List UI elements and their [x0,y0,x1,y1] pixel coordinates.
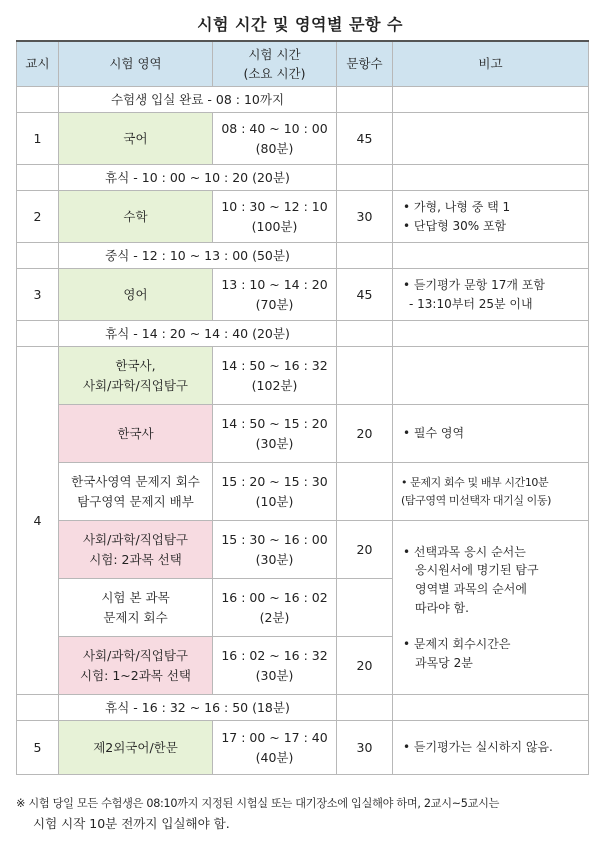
remark-line: • 듣기평가 문항 17개 포함 [403,277,545,292]
remark-cell [393,347,589,405]
remark-cell [393,721,589,775]
schedule-table [16,40,589,775]
period-number: 4 [17,347,59,695]
entry-row [17,87,589,113]
time-cell [213,579,337,637]
area-line: 사회/과학/직업탐구 [82,532,189,548]
count-cell: 30 [337,721,393,775]
count-cell: 20 [337,405,393,463]
area-cell: 수학 [59,191,213,243]
remark-line: 따라야 함. [415,600,469,615]
period-5-row [17,721,589,775]
break-row [17,695,589,721]
area-line: 시험: 2과목 선택 [89,551,182,567]
time-range: 15 : 30 ~ 16 : 00 [221,532,328,548]
time-range: 16 : 02 ~ 16 : 32 [221,648,328,664]
time-cell [213,191,337,243]
duration: (70분) [255,296,294,312]
time-range: 08 : 40 ~ 10 : 00 [221,121,328,137]
entry-text: 수험생 입실 완료 - 08 : 10까지 [59,87,337,113]
period-number: 5 [17,721,59,775]
time-range: 10 : 30 ~ 12 : 10 [221,199,328,215]
count-cell: 20 [337,521,393,579]
lunch-text: 중식 - 12 : 10 ~ 13 : 00 (50분) [59,243,337,269]
lunch-row [17,243,589,269]
page-title: 시험 시간 및 영역별 문항 수 [197,15,403,34]
break-row [17,165,589,191]
remark-cell [393,113,589,165]
time-cell [213,463,337,521]
footnote-line-1: ※ 시험 당일 모든 수험생은 08:10까지 지정된 시험실 또는 대기장소에 입실해야 하며, 2교시~5교시는 [16,797,500,810]
duration: (30분) [255,435,294,451]
remark-line: 응시원서에 명기된 탐구 [415,563,539,578]
period-4-row-1 [17,347,589,405]
remark-line: 과목당 2분 [415,655,473,670]
duration: (80분) [255,140,294,156]
area-line: 한국사, [115,358,156,374]
remark-line: - 13:10부터 25분 이내 [409,296,533,311]
remark-line: • 문제지 회수시간은 [403,637,511,652]
count-cell: 20 [337,637,393,695]
remark-cell [393,521,589,695]
remark-line: • 단답형 30% 포함 [403,218,507,233]
remark-line: • 선택과목 응시 순서는 [403,544,526,559]
time-range: 13 : 10 ~ 14 : 20 [221,277,328,293]
time-cell [213,721,337,775]
count-cell [337,463,393,521]
count-cell [337,579,393,637]
time-cell [213,347,337,405]
remark-line: (탐구영역 미선택자 대기실 이동) [401,493,552,507]
time-range: 14 : 50 ~ 15 : 20 [221,416,328,432]
duration: (30분) [255,551,294,567]
duration: (40분) [255,749,294,765]
remark-line: 영역별 과목의 순서에 [415,581,527,596]
time-cell [213,269,337,321]
time-cell [213,113,337,165]
area-cell [59,463,213,521]
period-number: 3 [17,269,59,321]
header-time-line2: (소요 시간) [243,66,306,81]
area-cell: 한국사 [59,405,213,463]
count-cell: 45 [337,113,393,165]
area-line: 시험: 1~2과목 선택 [80,667,191,683]
footnote [16,794,588,834]
period-1-row [17,113,589,165]
area-cell [59,579,213,637]
header-remark: 비고 [393,41,589,87]
header-time [213,41,337,87]
break-row [17,321,589,347]
time-range: 16 : 00 ~ 16 : 02 [221,590,328,606]
area-cell [59,347,213,405]
duration: (2분) [259,609,290,625]
header-period: 교시 [17,41,59,87]
area-line: 사회/과학/직업탐구 [82,377,189,393]
period-3-row [17,269,589,321]
time-cell [213,521,337,579]
remark-line: • 문제지 회수 및 배부 시간10분 [401,476,549,490]
period-4-row-2 [17,405,589,463]
period-2-row [17,191,589,243]
period-number: 2 [17,191,59,243]
duration: (102분) [251,377,298,393]
area-cell: 제2외국어/한문 [59,721,213,775]
period-number: 1 [17,113,59,165]
remark-cell [393,405,589,463]
header-count: 문항수 [337,41,393,87]
header-area: 시험 영역 [59,41,213,87]
footnote-line-2: 시험 시작 10분 전까지 입실해야 함. [33,816,230,832]
remark-line: • 듣기평가는 실시하지 않음. [403,740,553,755]
count-cell: 30 [337,191,393,243]
header-time-line1: 시험 시간 [248,46,301,62]
remark-line: • 가형, 나형 중 택 1 [403,199,511,214]
remark-cell [393,463,589,521]
time-cell [213,405,337,463]
time-range: 17 : 00 ~ 17 : 40 [221,730,328,746]
area-line: 탐구영역 문제지 배부 [77,493,194,509]
break-text: 휴식 - 14 : 20 ~ 14 : 40 (20분) [59,321,337,347]
area-line: 시험 본 과목 [101,590,170,606]
area-cell [59,637,213,695]
duration: (10분) [255,493,294,509]
time-range: 14 : 50 ~ 16 : 32 [221,358,328,374]
break-text: 휴식 - 16 : 32 ~ 16 : 50 (18분) [59,695,337,721]
area-cell: 국어 [59,113,213,165]
period-4-row-3 [17,463,589,521]
duration: (30분) [255,667,294,683]
count-cell: 45 [337,269,393,321]
remark-line: • 필수 영역 [403,426,465,441]
time-cell [213,637,337,695]
area-line: 한국사영역 문제지 회수 [71,474,200,490]
area-line: 사회/과학/직업탐구 [82,648,189,664]
break-text: 휴식 - 10 : 00 ~ 10 : 20 (20분) [59,165,337,191]
period-4-row-4 [17,521,589,579]
time-range: 15 : 20 ~ 15 : 30 [221,474,328,490]
area-cell: 영어 [59,269,213,321]
count-cell [337,347,393,405]
duration: (100분) [251,218,298,234]
area-cell [59,521,213,579]
remark-cell [393,191,589,243]
header-row [17,41,589,87]
remark-cell [393,269,589,321]
area-line: 문제지 회수 [103,609,168,625]
